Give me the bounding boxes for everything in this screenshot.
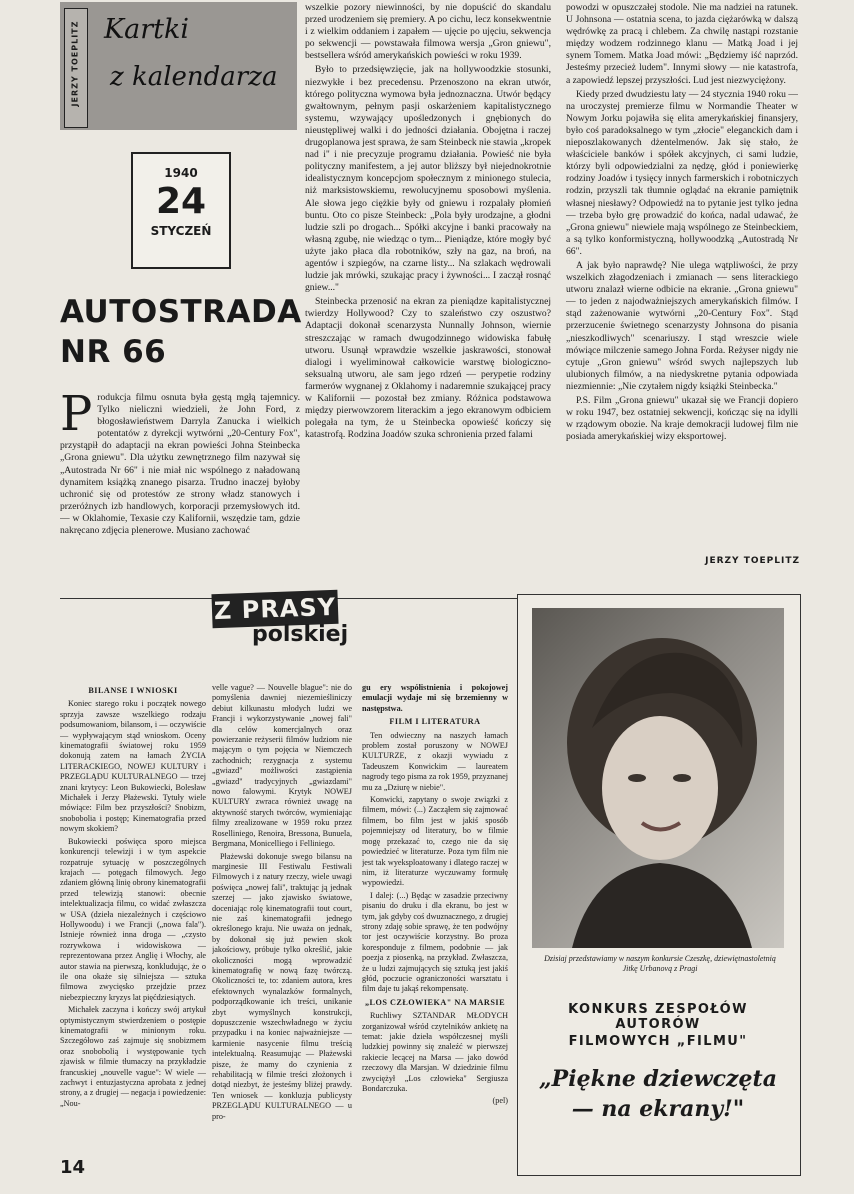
author-vertical-label: JERZY TOEPLITZ (64, 8, 88, 128)
contest-title-line2: FILMOWYCH „FILMU" (568, 1034, 748, 1049)
dropcap: P (60, 392, 93, 442)
date-month: STYCZEŃ (150, 224, 212, 238)
press-col2: velle vague? — Nouvelle blague": nie do pomyślenia dawniej niezemieśliniczy debiut kilkunastu młodych ludzi we Francji i wykorzystywanie „nowej fali" dla celów komercjalnych oraz powierzanie reżyserii filmów ludziom nie mającym o tym pojęcia w Niemczech zachodnich; rezygnacja z systemu „gwiazd" możliwości zastąpienia „gwiazd" tradycyjnych „gwiazdami" nowo falowymi. Krytyk NOWEJ KULTURY zwraca również uwagę na aktywność starych twórców, wymieniając filmy zrealizowane w 1959 roku przez Roselliniego, Renoira, Bressona, Bunuela, Bergmana, Monicelliego i Felliniego. Płażewski dokonuje swego bilansu na marginesie III Festiwalu Festiwali Filmowych i z natury rzeczy, wiele uwagi poświęca „nowej fali", traktując ją jednak szerzej — jako zjawisko światowe, doceniając rolę kinematografii tout court, nie zaś kinematografii jednego określonego kraju. Nie uważa on jednak, by dokonał się już pewien skok jakościowy, próbuje tylko określić, jakie okoliczności mogą wprowadzić kinematografię w nową fazę twórczą. Okoliczności te, to: zdaniem autora, kres efektownych wynalazków formalnych, podporządkowanie ich treści, unikanie zbyt wymyślnych konstrukcji, dopuszczenie wszechwładnego w życiu przypadku i na koniec najważniejsze — karmienie nasycenie filmu treścią intelektualną. Reasumując — Płażewski pisze, że mamy do czynienia z rehabilitacją w filmie treści złożonych i dotąd niezbyt, że jesteśmy bliżej prawdy. Ten wniosek — konkluzja publicysty PRZEGLĄDU KULTURALNEGO — u pro- (212, 683, 352, 1121)
date-year: 1940 (164, 166, 198, 180)
contest-slogan: „Piękne dziewczęta — na ekrany!" (539, 1066, 777, 1122)
press-col3: gu ery współistnienia i pokojowej emulacji wydaje mi się brzemienny w następstwa. FILM I LITERATURA Ten odwieczny na naszych łamach problem został poruszony w NOWEJ KULTURZE, z okazji wywiadu z Tadeuszem Konwickim — laureatem nagrody tego pisma za rok 1959, przyznanej mu za „Dziurę w niebie". Konwicki, zapytany o swoje związki z filmem, mówi: (...) Zacząłem się zajmować filmem, bo film jest w jakiś sposób pojemniejszy od literatury, bo w filmie mogę przekazać to, czego nie da się powiedzieć w literaturze. Poza tym film nie jest tak wyeksploatowany i dlatego raczej w nim, iż literaturze wyczuwamy formułę wypowiedzi. I dalej: (...) Będąc w zasadzie przeciwny pisaniu do druku i dla ekranu, bo jest w tym, jak gdyby coś dwuznacznego, z drugiej strony zdaję sobie sprawę, że ten podwójny tor jest oczywiście korzystny. Bo proza koresponduje z filmem, podobnie — jak poezja z piosenką, na przykład. Zwłaszcza, że u ludzi zajmujących się sztuką jest jakiś głód, poczucie ograniczoności warsztatu i film daje tu jakąś rekompensatę. „LOS CZŁOWIEKA" NA MARSIE Ruchliwy SZTANDAR MŁODYCH zorganizował wśród czytelników ankietę na temat: jakie dzieła współczesnej myśli ludzkiej powinny się znaleźć w pierwszej rakiecie lecącej na Marsa — jako dowód rzeczowy dla Marsjan. W dziedzinie filmu zwyciężył „Los człowieka" Sergiusza Bondarczuka. (pel) (362, 683, 508, 1106)
article-title: AUTOSTRADA NR 66 (60, 294, 302, 370)
article-col2: wszelkie pozory niewinności, by nie dopuścić do skandalu przed urodzeniem się premiery. A po cichu, lecz konsekwentnie i z wielkim oddaniem i zapałem — ujęcie po ujęciu, sekwencja po sekwencji — powstawała filmowa wersja „Gron gniewu", bestsellera wśród amerykańskich powieści w roku 1939. Było to przedsięwzięcie, jak na hollywoodzkie stosunki, niezwykłe i bez precedensu. Przenoszono na ekran utwór, którego polityczna wymowa była jednoznaczna. Utwór będący gwałtownym, pełnym pasji oskarżeniem kapitalistycznego systemu, wzywający upośledzonych i gnębionych do nieustępliwej walki i do jedności działania. Obojętna i raczej drugoplanowa jest sprawa, że sam Steinbeck nie stawia „kropek nad i" i nie precyzuje programu działania. Powieść nie była polityczny manifestem, a jej autor bliższy był niejednokrotnie idealistycznym koncepcjom społecznym z minionego stulecia, niż marksistowskiemu, rewolucyjnemu sposobowi myślenia. Ale słowa jego ciężkie były od gniewu i rozpalały płomień buntu. Oto co pisze Steinbeck: „Pola były urodzajne, a głodni ludzie szli po drogach... Spółki akcyjne i banki pracowały na własną zgubę, nie wiedząc o tym... Pieniądze, które mogły być użyte jako płaca dla robotników, szły na gaz, na broń, na agentów i szpiegów, na czarne listy... Na szlakach wędrowali ludzie jak mrówki, szukając pracy i żywności... I zaczął rosnąć gniew..." Steinbecka przenosić na ekran za pieniądze kapitalistycznej twierdzy Hollywood? Czy to szaleństwo czy oszustwo? Adaptacji dokonał scenarzysta Nunnally Johnson, wiernie streszczając w ramach dwugodzinnego widowiska fabułę utworu. Usunął wprawdzie wszelkie jaskrawości, stonował dialogi i wyeliminował całkowicie warstwę biologiczno-seksualną utworu, ale sam jego rdzeń — perypetie rodziny farmerów wygnanej z Oklahomy i nadaremnie szukającej pracy w Kalifornii — pozostał bez zmiany. Różnica podstawowa między pierwowzorem literackim a jego ekranowym odbiciem polegała na tym, że u Steinbecka opowieść kończy się katastrofą. Rodzina Joadów szuka schronienia przed falami (305, 2, 551, 441)
portrait-image (532, 608, 784, 948)
article-col3: powodzi w opuszczałej stodole. Nie ma nadziei na ratunek. U Johnsona — ostatnia scena, to jazda ciężarówką w dalszą wędrówkę za pracą i chlebem. Za chwilę nastąpi rozstanie między wodzem rodzinnego klanu — Matką Joad i jej synem Tomem. Matka Joad mówi: „Będziemy iść naprzód. Jesteśmy przecież ludem". Innymi słowy — nie katastrofa, a zapowiedź lepszej przyszłości. Lud jest niezwyciężony. Kiedy przed dwudziestu laty — 24 stycznia 1940 roku — na uroczystej premierze filmu w Normandie Theater w Nowym Jorku pojawiła się elita amerykańskiej finansjery, było coś paradoksalnego w tym „złocie" eleganckich dam i nieposzlakowanych dżentelmenów. Jak się stało, że właściciele banków i spółek akcyjnych, ci sami ludzie, którzy byli odpowiedzialni za nędzę, głód i poniewierkę rodziny Joadów i tysięcy innych farmerskich i robotniczych rodzin, przyszli tak tłumnie oglądać na ekranie pamiętnik własnej niesławy? Odpowiedź na to pytanie jest tylko jedna — trzeba było grę prowadzić do końca, nadal udawać, że „Grona gniewu" niewiele mają wspólnego ze Steinbeckiem, a są tylko konformistyczną, hollywoodzką „Autostradą Nr 66". A jak było naprawdę? Nie ulega wątpliwości, że przy wszelkich złagodzeniach i zmianach — sens literackiego utworu znalazł wierne odbicie na ekranie. „Grona gniewu" — to jeden z najodważniejszych amerykańskich filmów. I stąd zażenowanie wytwórni „20-Century Fox". Stąd przerzucenie świetnego scenarzysty Johnsona do pisania „nieszkodliwych" scenariuszy. I stąd wreszcie wiele mówiące milczenie samego Johna Forda. Reżyser nigdy nie cytuje „Gron gniewu" wśród swych najlepszych lub ulubionych filmów, a na niedyskretne pytania odpowiada niezmiennie: „Nie czytałem nigdy książki Steinbecka." P.S. Film „Grona gniewu" ukazał się we Francji dopiero w roku 1947, bez ostatniej sekwencji, kończąc się na idylli w rządowym obozie. Na kraje demokracji ludowej film nie posiada amerykańskiej wizy eksportowej. (566, 2, 798, 443)
article-col1: P rodukcja filmu osnuta była gęstą mgłą tajemnicy. Tylko nieliczni wiedzieli, że John Ford, z błogosławieństwem Darryla Zanucka i wielkich potentatów z dyrekcji wytwórni „20-Century Fox", przystąpił do adaptacji na ekran powieści Johna Steinbecka „Grona gniewu". Dla użytku zewnętrznego film nazywał się „Autostrada Nr 66" i nie miał nic wspólnego z naładowaną dynamitem książką znanego pisarza. Trudno inaczej byłoby uchronić się od protestów ze strony władz stanowych i przeróżnych izb handlowych, korporacji przemysłowych itd. — w Oklahomie, Texasie czy Kalifornii, wszędzie tam, gdzie nakręcano zdjęcia plenerowe. Musiano zachować (60, 392, 300, 537)
press-badge: Z PRASY (211, 590, 338, 628)
photo-caption: Dzisiaj przedstawiamy w naszym konkursie Czeszkę, dziewiętnastoletnią Jitkę Urbanovą z Pragi (544, 954, 776, 973)
press-col1: BILANSE I WNIOSKI Koniec starego roku i początek nowego sprzyja zawsze wszelkiego rodzaju podsumowaniom, bilansom, i — oczywiście — wypływającym stąd wnioskom. Oceny kinematografii światowej roku 1959 dokonują zatem na łamach ŻYCIA LITERACKIEGO, NOWEJ KULTURY i PRZEGLĄDU KULTURALNEGO — trzej znani krytycy: Leon Bukowiecki, Bolesław Michałek i Jerzy Płażewski. Tytuły wiele mówiące: Film bez przyszłości? Snobizm, snobobolia i postęp; Kinematografia przed nowym skokiem? Bukowiecki poświęca sporo miejsca konkurencji telewizji i w tym aspekcie rozpatruje sytuację w poszczególnych krajach — potęgach filmowych. Jego zdaniem główną linię obrony kinematografii przed telewizją stanowi: obecnie intelektualizacja filmu, co widać zwłaszcza w USA (dzieła niezależnych i częściowo Hollywoodu) i we Francji („nowa fala"). Istnieje również inna droga — „czysto rozrywkowa i widowiskowa — reprezentowana przez Anglię i Włochy, ale autor stawia na pierwszą, konkludując, że o ile ona okaże się silniejsza — sztuka filmowa zwycięsko przejdzie przez niebezpieczny kryzys lat pięćdziesiątych. Michałek zaczyna i kończy swój artykuł optymistycznym stwierdzeniem o postępie kinematografii w minionym roku. Szczegółowo zaś zajmuje się snobizmem oraz snobobolią i występowanie tych zjawisk w filmie tłumaczy na przykładzie francuskiej „nouvelle vague": W wiele — zachwyt i entuzjastyczna aprobata z jednej strony, a z drugiej — negacja i powiedzenie: „Nou- (60, 686, 206, 1108)
section-title-line1: Kartki (104, 14, 190, 45)
article-signature: JERZY TOEPLITZ (705, 556, 800, 566)
page-number: 14 (60, 1157, 86, 1178)
contest-photo (532, 608, 784, 948)
contest-title-line1: KONKURS ZESPOŁÓW AUTORÓW (568, 1002, 748, 1032)
press-badge-subtitle: polskiej (252, 622, 349, 647)
date-day: 24 (155, 181, 207, 222)
date-box (131, 152, 231, 269)
section-title-line2: z kalendarza (110, 62, 278, 92)
